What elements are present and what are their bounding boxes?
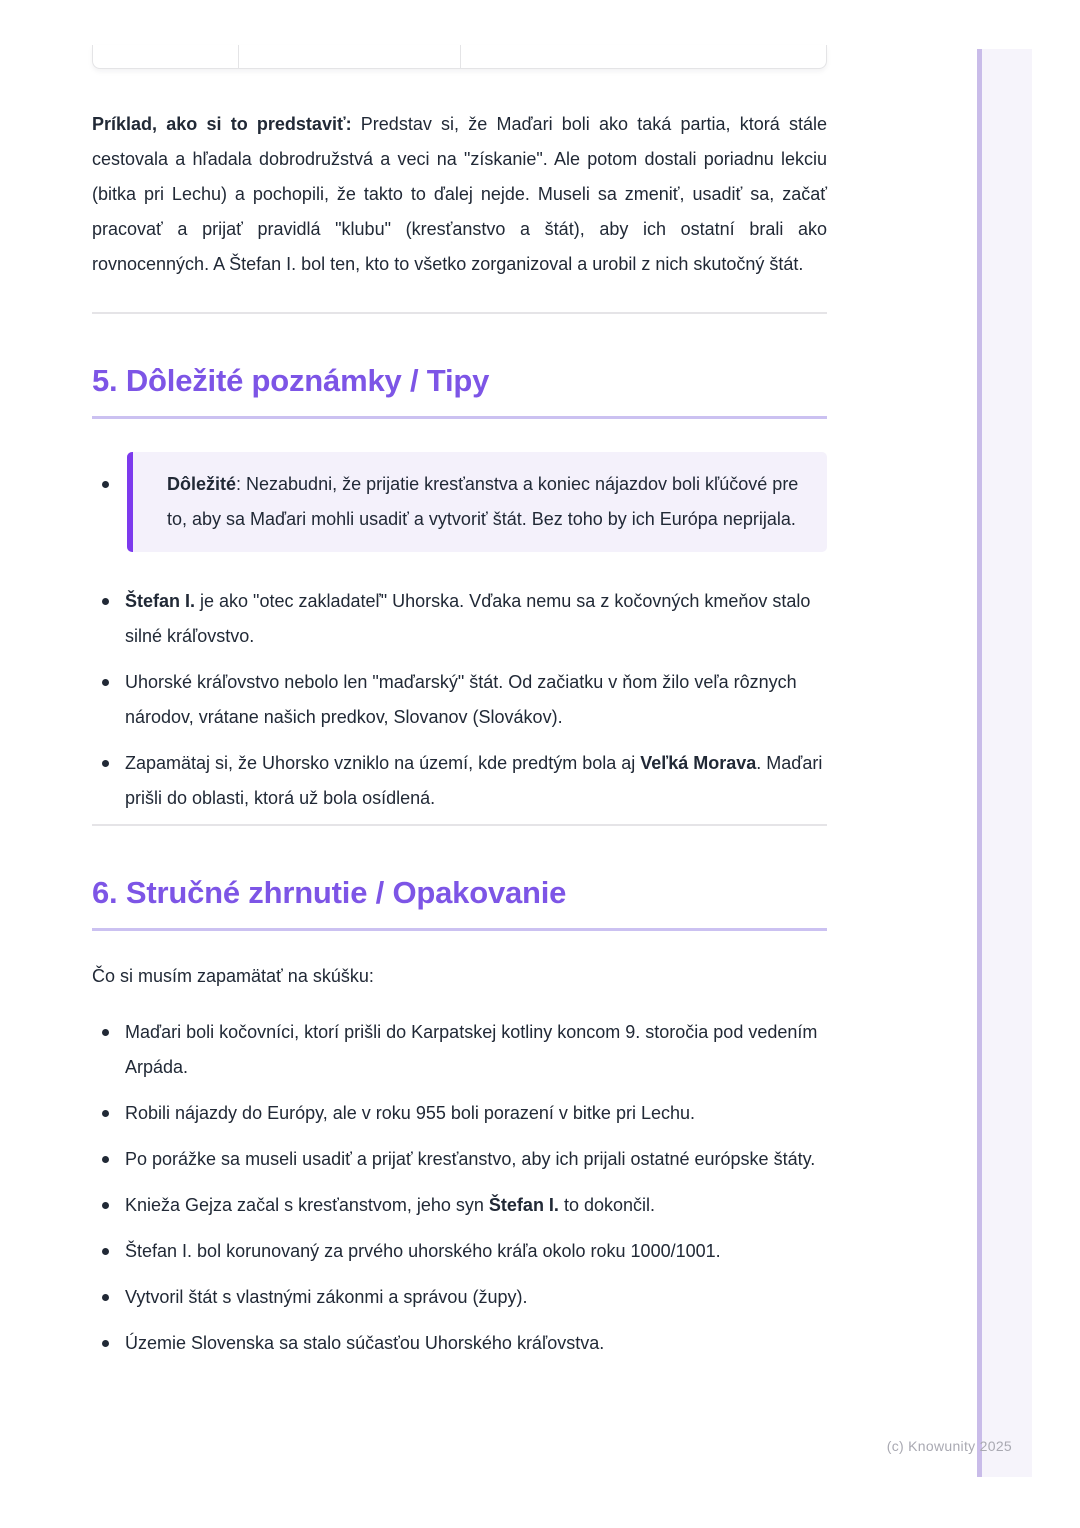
- text: Robili nájazdy do Európy, ale v roku 955 boli porazení v bitke pri Lechu.: [125, 1103, 695, 1123]
- text: Zapamätaj si, že Uhorsko vzniklo na území, kde predtým bola aj: [125, 753, 641, 773]
- intro-paragraph: [92, 107, 827, 282]
- important-callout: [127, 452, 827, 552]
- copyright-notice: (c) Knowunity 2025: [886, 1438, 1012, 1454]
- table-cell: [461, 45, 826, 68]
- document-content: [92, 0, 827, 1361]
- list-item: [125, 746, 827, 816]
- text: Uhorské kráľovstvo nebolo len "maďarský" štát. Od začiatku v ňom žilo veľa rôznych národov, vrátane našich predkov, Slovanov (Slovákov).: [125, 672, 797, 727]
- summary-list: [92, 1015, 827, 1361]
- text: to dokončil.: [558, 1195, 655, 1215]
- intro-lead: Príklad, ako si to predstaviť:: [92, 114, 352, 134]
- text: Vytvoril štát s vlastnými zákonmi a správou (župy).: [125, 1287, 528, 1307]
- bold-text: Štefan I.: [125, 591, 196, 611]
- list-item: [125, 665, 827, 735]
- table-cell: [93, 45, 239, 68]
- list-item: [125, 1015, 827, 1085]
- summary-intro: Čo si musím zapamätať na skúšku:: [92, 966, 374, 986]
- callout-body: : Nezabudni, že prijatie kresťanstva a koniec nájazdov boli kľúčové pre to, aby sa Maďari mohli usadiť a vytvoriť štát. Bez toho by ich Európa neprijala.: [167, 474, 799, 529]
- callout-lead: Dôležité: [167, 474, 237, 494]
- list-item: [125, 584, 827, 654]
- table-bottom-remnant: [92, 45, 827, 69]
- bold-text: Veľká Morava: [640, 753, 757, 773]
- intro-body: Predstav si, že Maďari boli ako taká partia, ktorá stále cestovala a hľadala dobrodružstvá a veci na "získanie". Ale potom dostali poriadnu lekciu (bitka pri Lechu) a pochopili, že takto to ďalej nejde. Museli sa zmeniť, usadiť sa, začať pracovať a prijať pravidlá "klubu" (kresťanstvo a štát), aby ich ostatní brali ako rovnocenných. A Štefan I. bol ten, kto to všetko zorganizoval a urobil z nich skutočný štát.: [92, 114, 828, 274]
- list-item: [125, 1096, 827, 1131]
- text: je ako "otec zakladateľ" Uhorska. Vďaka nemu sa z kočovných kmeňov stalo silné kráľovstvo.: [125, 591, 811, 646]
- list-item: [125, 1326, 827, 1361]
- notes-list: [92, 452, 827, 816]
- section-5-heading: 5. Dôležité poznámky / Tipy: [92, 360, 827, 419]
- bold-text: Štefan I.: [488, 1195, 559, 1215]
- text: . Maďari prišli do oblasti, ktorá už bola osídlená.: [125, 753, 823, 808]
- list-item: [125, 1142, 827, 1177]
- callout-list-item: [125, 452, 827, 552]
- text: Územie Slovenska sa stalo súčasťou Uhorského kráľovstva.: [125, 1333, 605, 1353]
- text: Štefan I. bol korunovaný za prvého uhorského kráľa okolo roku 1000/1001.: [125, 1241, 721, 1261]
- section-divider: [92, 824, 827, 826]
- list-item: [125, 1234, 827, 1269]
- text: Maďari boli kočovníci, ktorí prišli do Karpatskej kotliny koncom 9. storočia pod vedením Arpáda.: [125, 1022, 818, 1077]
- section-6-heading: 6. Stručné zhrnutie / Opakovanie: [92, 872, 827, 931]
- text: Po porážke sa museli usadiť a prijať kresťanstvo, aby ich prijali ostatné európske štáty.: [125, 1149, 816, 1169]
- list-item: [125, 1280, 827, 1315]
- page-edge-panel: [977, 49, 1032, 1477]
- section-divider: [92, 312, 827, 314]
- text: Knieža Gejza začal s kresťanstvom, jeho syn: [125, 1195, 489, 1215]
- list-item: [125, 1188, 827, 1223]
- table-cell: [239, 45, 461, 68]
